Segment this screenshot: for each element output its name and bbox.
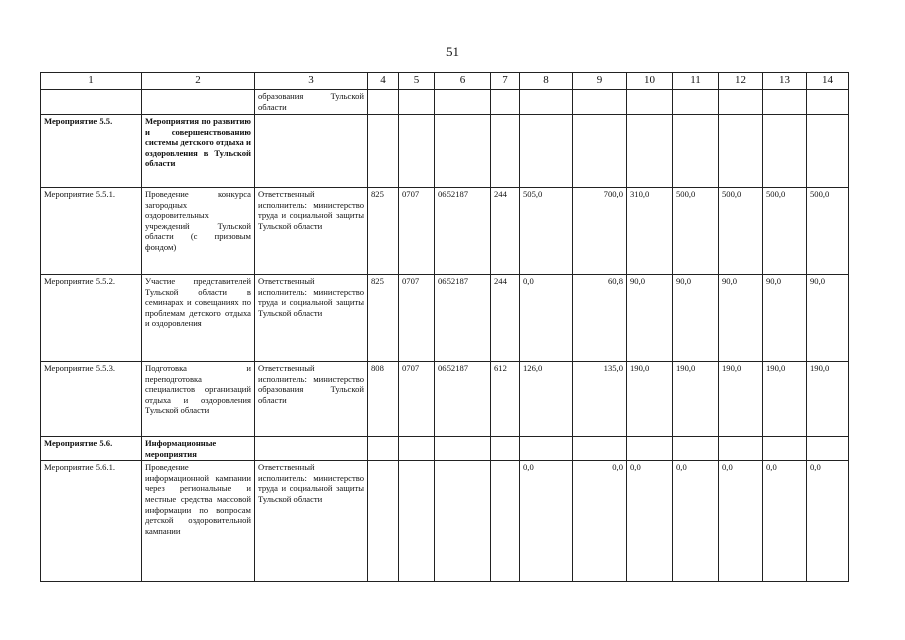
funding-col10 [627, 437, 673, 461]
funding-col8 [520, 437, 573, 461]
program-table [40, 72, 849, 582]
target-article-code: 0652187 [435, 362, 491, 437]
section-code: 0707 [399, 362, 435, 437]
section-code: 0707 [399, 275, 435, 362]
funding-col12: 0,0 [719, 461, 763, 582]
section-code [399, 90, 435, 115]
funding-col9 [573, 90, 627, 115]
expense-type-code [491, 115, 520, 188]
funding-col10 [627, 90, 673, 115]
funding-col14 [807, 90, 849, 115]
page-number: 51 [446, 44, 459, 59]
target-article-code [435, 115, 491, 188]
responsible-executor: образования Тульской области [255, 90, 368, 115]
table-row [41, 275, 849, 362]
funding-col13: 500,0 [763, 188, 807, 275]
funding-col8: 126,0 [520, 362, 573, 437]
funding-col9 [573, 437, 627, 461]
funding-col13: 90,0 [763, 275, 807, 362]
table-row [41, 188, 849, 275]
responsible-executor: Ответственный исполнитель: министерство труда и социальной защиты Тульской области [255, 275, 368, 362]
funding-col14 [807, 115, 849, 188]
target-article-code: 0652187 [435, 188, 491, 275]
measure-code: Мероприятие 5.6.1. [41, 461, 142, 582]
funding-col12 [719, 115, 763, 188]
column-header: 9 [573, 73, 627, 90]
expense-type-code [491, 90, 520, 115]
measure-name: Информационные мероприятия [142, 437, 255, 461]
measure-code: Мероприятие 5.5.1. [41, 188, 142, 275]
expense-type-code: 612 [491, 362, 520, 437]
funding-col8: 505,0 [520, 188, 573, 275]
funding-col12: 90,0 [719, 275, 763, 362]
funding-col10: 190,0 [627, 362, 673, 437]
column-number-header-row [41, 73, 849, 90]
section-code [399, 437, 435, 461]
column-header: 3 [255, 73, 368, 90]
grbs-code [368, 90, 399, 115]
funding-col9: 135,0 [573, 362, 627, 437]
target-article-code [435, 90, 491, 115]
grbs-code: 808 [368, 362, 399, 437]
target-article-code [435, 461, 491, 582]
column-header: 8 [520, 73, 573, 90]
funding-col13: 0,0 [763, 461, 807, 582]
measure-name: Проведение информационной кампании через региональные и местные средства массовой информации по вопросам детской оздоровительной кампании [142, 461, 255, 582]
grbs-code [368, 115, 399, 188]
funding-col8 [520, 115, 573, 188]
column-header: 4 [368, 73, 399, 90]
target-article-code [435, 437, 491, 461]
expense-type-code: 244 [491, 188, 520, 275]
funding-col11 [673, 437, 719, 461]
column-header: 11 [673, 73, 719, 90]
funding-col8: 0,0 [520, 275, 573, 362]
measure-name [142, 90, 255, 115]
column-header: 12 [719, 73, 763, 90]
funding-col13 [763, 115, 807, 188]
responsible-executor [255, 437, 368, 461]
measure-code: Мероприятие 5.5. [41, 115, 142, 188]
funding-col11: 500,0 [673, 188, 719, 275]
funding-col14: 0,0 [807, 461, 849, 582]
funding-col11 [673, 115, 719, 188]
column-header: 1 [41, 73, 142, 90]
column-header: 13 [763, 73, 807, 90]
funding-col13: 190,0 [763, 362, 807, 437]
grbs-code: 825 [368, 188, 399, 275]
section-code: 0707 [399, 188, 435, 275]
funding-col9: 60,8 [573, 275, 627, 362]
responsible-executor: Ответственный исполнитель: министерство труда и социальной защиты Тульской области [255, 461, 368, 582]
section-code [399, 115, 435, 188]
funding-col9: 700,0 [573, 188, 627, 275]
funding-col10: 90,0 [627, 275, 673, 362]
table-row [41, 90, 849, 115]
grbs-code [368, 461, 399, 582]
funding-col8 [520, 90, 573, 115]
expense-type-code [491, 437, 520, 461]
responsible-executor: Ответственный исполнитель: министерство труда и социальной защиты Тульской области [255, 188, 368, 275]
measure-name: Проведение конкурса загородных оздоровительных учреждений Тульской области (с призовым фондом) [142, 188, 255, 275]
funding-col14: 500,0 [807, 188, 849, 275]
measure-name: Мероприятия по развитию и совершенствованию системы детского отдыха и оздоровления в Тульской области [142, 115, 255, 188]
funding-col14: 190,0 [807, 362, 849, 437]
funding-col9 [573, 115, 627, 188]
table-row [41, 461, 849, 582]
funding-col8: 0,0 [520, 461, 573, 582]
measure-code: Мероприятие 5.5.2. [41, 275, 142, 362]
funding-col13 [763, 90, 807, 115]
funding-col11: 0,0 [673, 461, 719, 582]
grbs-code: 825 [368, 275, 399, 362]
target-article-code: 0652187 [435, 275, 491, 362]
measure-name: Подготовка и переподготовка специалистов организаций отдыха и оздоровления Тульской области [142, 362, 255, 437]
expense-type-code [491, 461, 520, 582]
measure-code: Мероприятие 5.5.3. [41, 362, 142, 437]
funding-col10: 0,0 [627, 461, 673, 582]
funding-col12 [719, 90, 763, 115]
responsible-executor: Ответственный исполнитель: министерство образования Тульской области [255, 362, 368, 437]
funding-col12 [719, 437, 763, 461]
funding-col11: 190,0 [673, 362, 719, 437]
funding-col11: 90,0 [673, 275, 719, 362]
funding-col12: 500,0 [719, 188, 763, 275]
funding-col14: 90,0 [807, 275, 849, 362]
measure-code [41, 90, 142, 115]
section-code [399, 461, 435, 582]
column-header: 6 [435, 73, 491, 90]
funding-col14 [807, 437, 849, 461]
expense-type-code: 244 [491, 275, 520, 362]
column-header: 2 [142, 73, 255, 90]
column-header: 10 [627, 73, 673, 90]
funding-col9: 0,0 [573, 461, 627, 582]
funding-col12: 190,0 [719, 362, 763, 437]
funding-col11 [673, 90, 719, 115]
column-header: 14 [807, 73, 849, 90]
table-row [41, 362, 849, 437]
column-header: 7 [491, 73, 520, 90]
grbs-code [368, 437, 399, 461]
measure-code: Мероприятие 5.6. [41, 437, 142, 461]
funding-col10 [627, 115, 673, 188]
responsible-executor [255, 115, 368, 188]
funding-col13 [763, 437, 807, 461]
measure-name: Участие представителей Тульской области в семинарах и совещаниях по проблемам детского отдыха и оздоровления [142, 275, 255, 362]
funding-col10: 310,0 [627, 188, 673, 275]
table-row [41, 115, 849, 188]
table-row [41, 437, 849, 461]
column-header: 5 [399, 73, 435, 90]
